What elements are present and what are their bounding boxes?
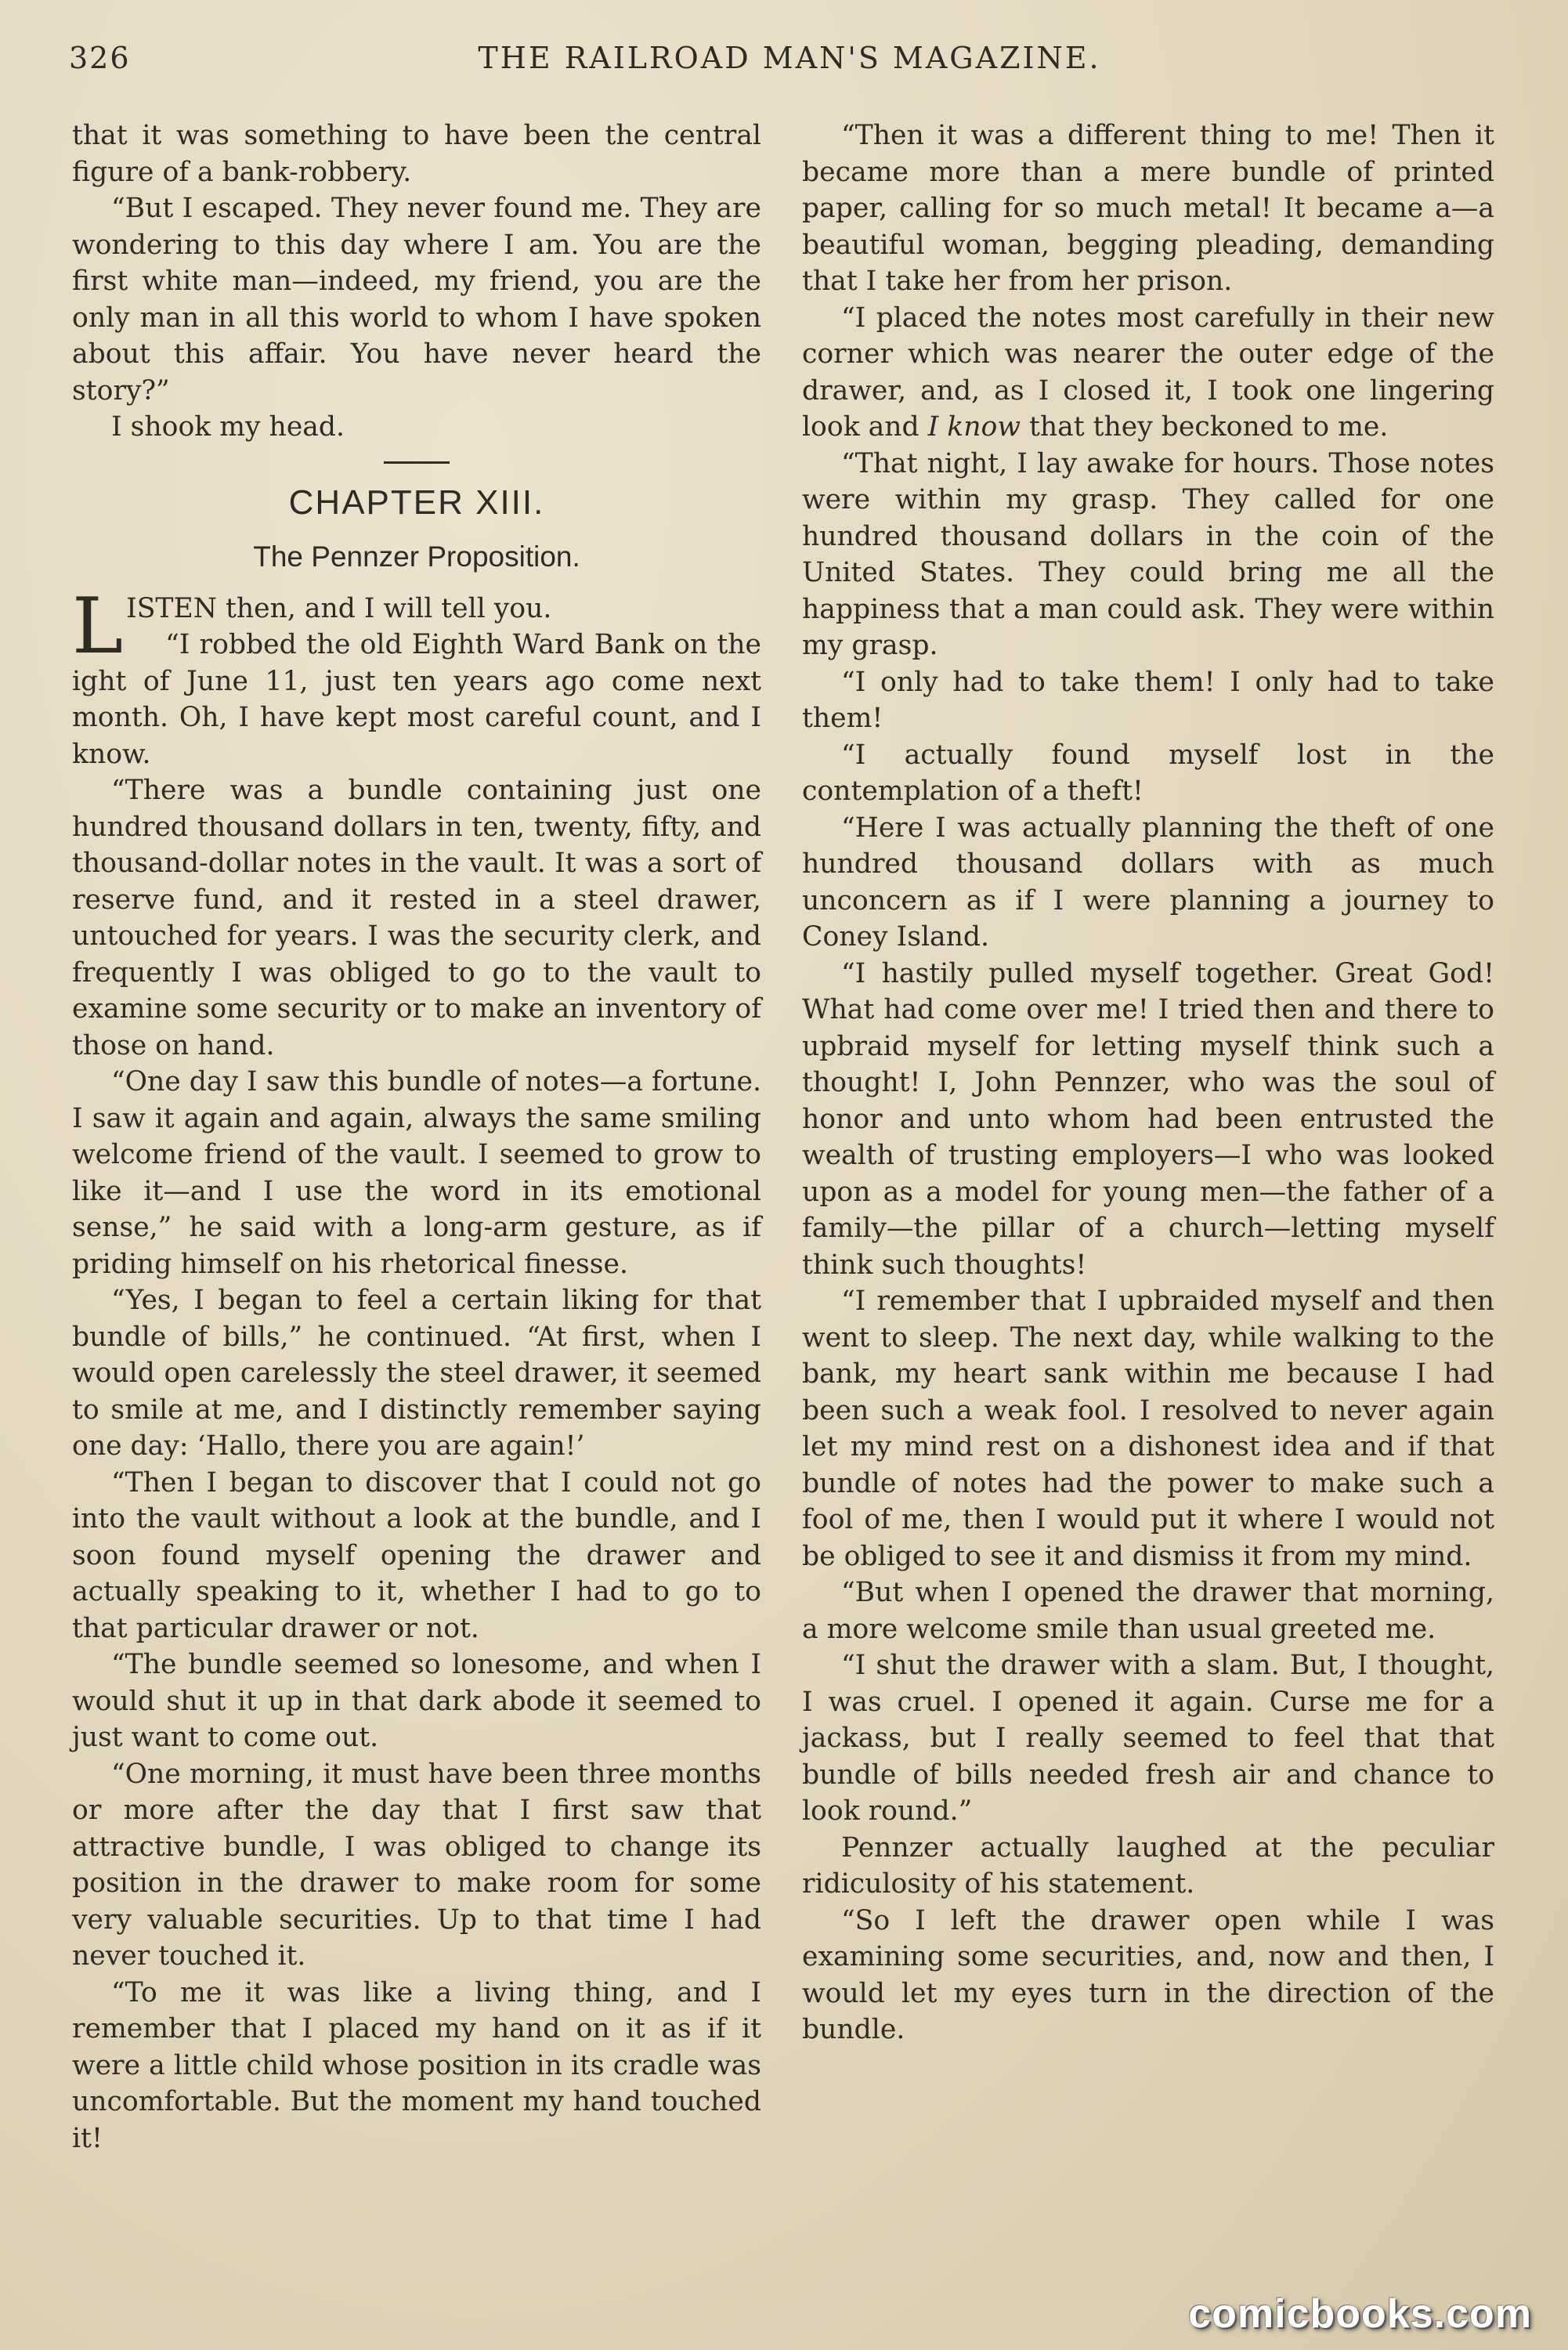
section-divider [384,461,450,464]
paragraph: “I hastily pulled myself together. Great God! What had come over me! I tried then and there to upbraid myself for letting myself think such a thought! I, John Pennzer, who was the soul of honor and unto whom had been entrusted the wealth of trusting employers—I who was looked upon as a model for young men—the father of a family—the pillar of a church—letting myself think such thoughts! [802,957,1494,1281]
paragraph: “One day I saw this bundle of notes—a fortune. I saw it again and again, always the same smiling welcome friend of the vault. I seemed to grow to like it—and I use the word in its emotional sense,” he said with a long-arm gesture, as if priding himself on his rhetorical finesse. [72,1066,761,1280]
paragraph: “But when I opened the drawer that morning, a more welcome smile than usual greeted me. [802,1577,1494,1645]
paragraph: “I actually found myself lost in the contemplation of a theft! [802,739,1494,807]
paragraph: “I robbed the old Eighth Ward Bank on the ight of June 11, just ten years ago come next month. Oh, I have kept most careful count, and I know. [72,629,761,770]
paragraph: “Then I began to discover that I could not go into the vault without a look at the bundle, and I soon found myself opening the drawer and actually speaking to it, whether I had to go to that particular drawer or not. [72,1466,761,1644]
page-number: 326 [69,41,131,75]
paragraph: “I shut the drawer with a slam. But, I thought, I was cruel. I opened it again. Curse me for a jackass, but I really seemed to feel that that bundle of bills needed fresh air and chance to look round.” [802,1650,1494,1827]
paragraph: “One morning, it must have been three months or more after the day that I first saw that attractive bundle, I was obliged to change its position in the drawer to make room for some very valuable securities. Up to that time I had never touched it. [72,1758,761,1972]
page-header [69,34,1510,85]
paragraph: “Yes, I began to feel a certain liking for that bundle of bills,” he continued. “At first, when I would open carelessly the steel drawer, it seemed to smile at me, and I distinctly remember saying one day: ‘Hallo, there you are again!’ [72,1285,761,1462]
paragraph: “The bundle seemed so lonesome, and when I would shut it up in that dark abode it seemed to just want to come out. [72,1649,761,1753]
paragraph: “I remember that I upbraided myself and then went to sleep. The next day, while walking to the bank, my heart sank within me because I had been such a weak fool. I resolved to never again let my mind rest on a dishonest idea and if that bundle of notes had the power to make such a fool of me, then I would put it where I would not be obliged to see it and dismiss it from my mind. [802,1285,1494,1572]
paragraph: Pennzer actually laughed at the peculiar ridiculosity of his statement. [802,1831,1494,1900]
paragraph [802,300,1494,446]
paragraph: “But I escaped. They never found me. They are wondering to this day where I am. You are the first white man—indeed, my friend, you are the only man in all this world to whom I have spoken about this affair. You have never heard the story?” [72,193,761,407]
paragraph-text: ISTEN then, and I will tell you. [126,592,552,624]
chapter-subtitle: The Pennzer Proposition. [253,540,580,573]
running-head: THE RAILROAD MAN'S MAGAZINE. [478,41,1101,75]
paragraph-text: that they beckoned to me. [1020,411,1389,443]
left-column [72,118,761,2157]
paragraph: that it was something to have been the central figure of a bank-robbery. [72,120,761,188]
paragraph-text: “I placed the notes most carefully in their new corner which was nearer the outer edge of the drawer, and, as I closed it, I took one lingering look and [802,302,1494,443]
paragraph: “Here I was actually planning the theft of one hundred thousand dollars with as much unconcern as if I were planning a journey to Coney Island. [802,812,1494,953]
emphasis-text: I know [927,411,1021,443]
paragraph: “That night, I lay awake for hours. Those notes were within my grasp. They called for one hundred thousand dollars in the coin of the United States. They could bring me all the happiness that a man could ask. They were within my grasp. [802,447,1494,661]
paragraph: “Then it was a different thing to me! Then it became more than a mere bundle of printed paper, calling for so much metal! It became a—a beautiful woman, begging pleading, demanding that I take her from her prison. [802,120,1494,297]
paragraph: “I only had to take them! I only had to take them! [802,666,1494,734]
watermark-logo: comicbooks.com [1188,2291,1532,2337]
drop-cap: L [72,581,124,671]
paragraph: “So I left the drawer open while I was examining some securities, and, now and then, I would let my eyes turn in the direction of the bundle. [802,1904,1494,2045]
right-column [802,118,1494,2048]
paragraph: “There was a bundle containing just one hundred thousand dollars in ten, twenty, fifty, and thousand-dollar notes in the vault. It was a sort of reserve fund, and it rested in a steel drawer, untouched for years. I was the security clerk, and frequently I was obliged to go to the vault to examine some security or to make an inventory of those on hand. [72,775,761,1061]
paragraph: “To me it was like a living thing, and I remember that I placed my hand on it as if it were a little child whose position in its cradle was uncomfortable. But the moment my hand touched it! [72,1976,761,2154]
paragraph-drop-cap [72,581,761,671]
chapter-title: CHAPTER XIII. [288,483,545,522]
paragraph: I shook my head. [111,411,345,443]
